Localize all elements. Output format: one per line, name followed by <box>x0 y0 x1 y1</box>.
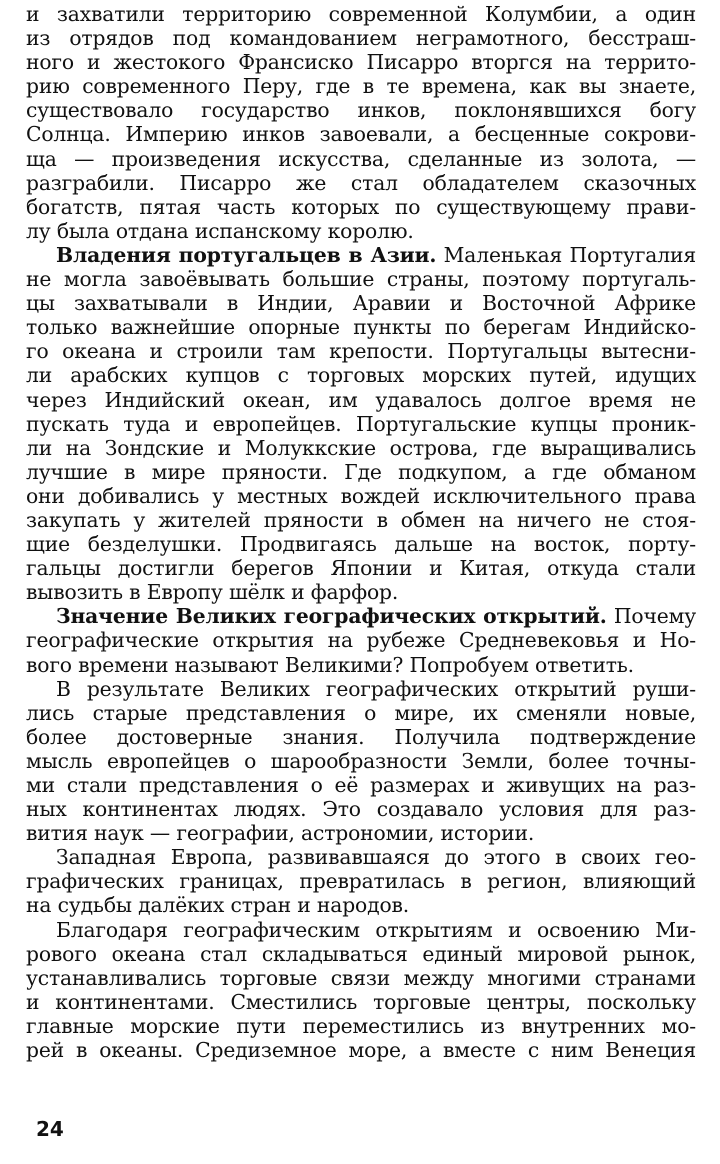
text-line: ли на Зондские и Молуккские острова, где выращивались <box>26 435 696 460</box>
text-line <box>26 604 696 628</box>
text-line: лу была отдана испанскому королю. <box>26 218 414 243</box>
text-line: графических границах, превратилась в регион, влияющий <box>26 869 696 894</box>
text-line: ных континентах людях. Это создавало условия для раз- <box>26 797 696 822</box>
body-text <box>26 2 696 1062</box>
text-line: мысль европейцев о шарообразности Земли, более точны- <box>26 748 696 773</box>
text-line: вывозить в Европу шёлк и фарфор. <box>26 580 399 605</box>
text-line: и захватили территорию современной Колумбии, а один <box>26 2 696 26</box>
text-line: пускать туда и европейцев. Португальские купцы проник- <box>26 411 696 436</box>
text-line: рей в океаны. Средиземное море, а вместе с ним Венеция <box>26 1038 696 1063</box>
text-line: разграбили. Писарро же стал обладателем сказочных <box>26 170 696 195</box>
text-line: не могла завоёвывать большие страны, поэтому португаль- <box>26 267 696 292</box>
text-line: существовало государство инков, поклонявшихся богу <box>26 98 696 123</box>
section-heading: Владения португальцев в Азии. <box>56 242 437 267</box>
text-line: цы захватывали в Индии, Аравии и Восточной Африке <box>26 291 696 316</box>
text-line: вого времени называют Великими? Попробуем ответить. <box>26 652 634 677</box>
text-line: вития наук — географии, астрономии, истории. <box>26 821 535 846</box>
text-line: Солнца. Империю инков завоевали, а бесценные сокрови- <box>26 122 696 147</box>
text-line: Западная Европа, развивавшаяся до этого в своих гео- <box>56 845 696 870</box>
text-line: щие безделушки. Продвигаясь дальше на восток, порту- <box>26 532 696 557</box>
text-line: через Индийский океан, им удавалось долгое время не <box>26 387 696 412</box>
text-line: закупать у жителей пряности в обмен на ничего не стоя- <box>26 507 696 532</box>
heading-continuation: Почему <box>606 604 696 629</box>
text-line: и континентами. Сместились торговые центры, поскольку <box>26 989 696 1014</box>
text-line: богатств, пятая часть которых по существующему прави- <box>26 194 696 219</box>
page-number: 24 <box>36 1117 64 1141</box>
text-line: ли арабских купцов с торговых морских путей, идущих <box>26 363 696 388</box>
text-line: Благодаря географическим открытиям и освоению Ми- <box>56 917 696 942</box>
text-line: рового океана стал складываться единый мировой рынок, <box>26 941 696 966</box>
text-line: В результате Великих географических открытий руши- <box>56 676 696 701</box>
text-line: они добивались у местных вождей исключительного права <box>26 483 696 508</box>
text-line: только важнейшие опорные пункты по берегам Индийско- <box>26 315 696 340</box>
text-line: го океана и строили там крепости. Португальцы вытесни- <box>26 339 696 364</box>
text-line: более достоверные знания. Получила подтверждение <box>26 724 696 749</box>
text-line: главные морские пути переместились из внутренних мо- <box>26 1013 696 1038</box>
heading-continuation: Маленькая Португалия <box>436 242 696 267</box>
text-line: из отрядов под командованием неграмотного, бесстраш- <box>26 26 696 51</box>
text-line: ми стали представления о её размерах и живущих на раз- <box>26 773 696 797</box>
text-line: рию современного Перу, где в те времена, как вы знаете, <box>26 74 696 99</box>
text-line: лучшие в мире пряности. Где подкупом, а где обманом <box>26 459 696 484</box>
section-heading: Значение Великих географических открытий. <box>56 604 607 629</box>
text-line <box>26 243 696 267</box>
text-line: ща — произведения искусства, сделанные из золота, — <box>26 146 696 171</box>
text-line: устанавливались торговые связи между многими странами <box>26 965 696 990</box>
text-line: ного и жестокого Франсиско Писарро вторгся на террито- <box>26 50 696 75</box>
text-line: географические открытия на рубеже Средневековья и Но- <box>26 628 696 653</box>
text-line: лись старые представления о мире, их сменяли новые, <box>26 700 696 725</box>
text-line: на судьбы далёких стран и народов. <box>26 893 410 918</box>
text-line: гальцы достигли берегов Японии и Китая, откуда стали <box>26 556 696 581</box>
